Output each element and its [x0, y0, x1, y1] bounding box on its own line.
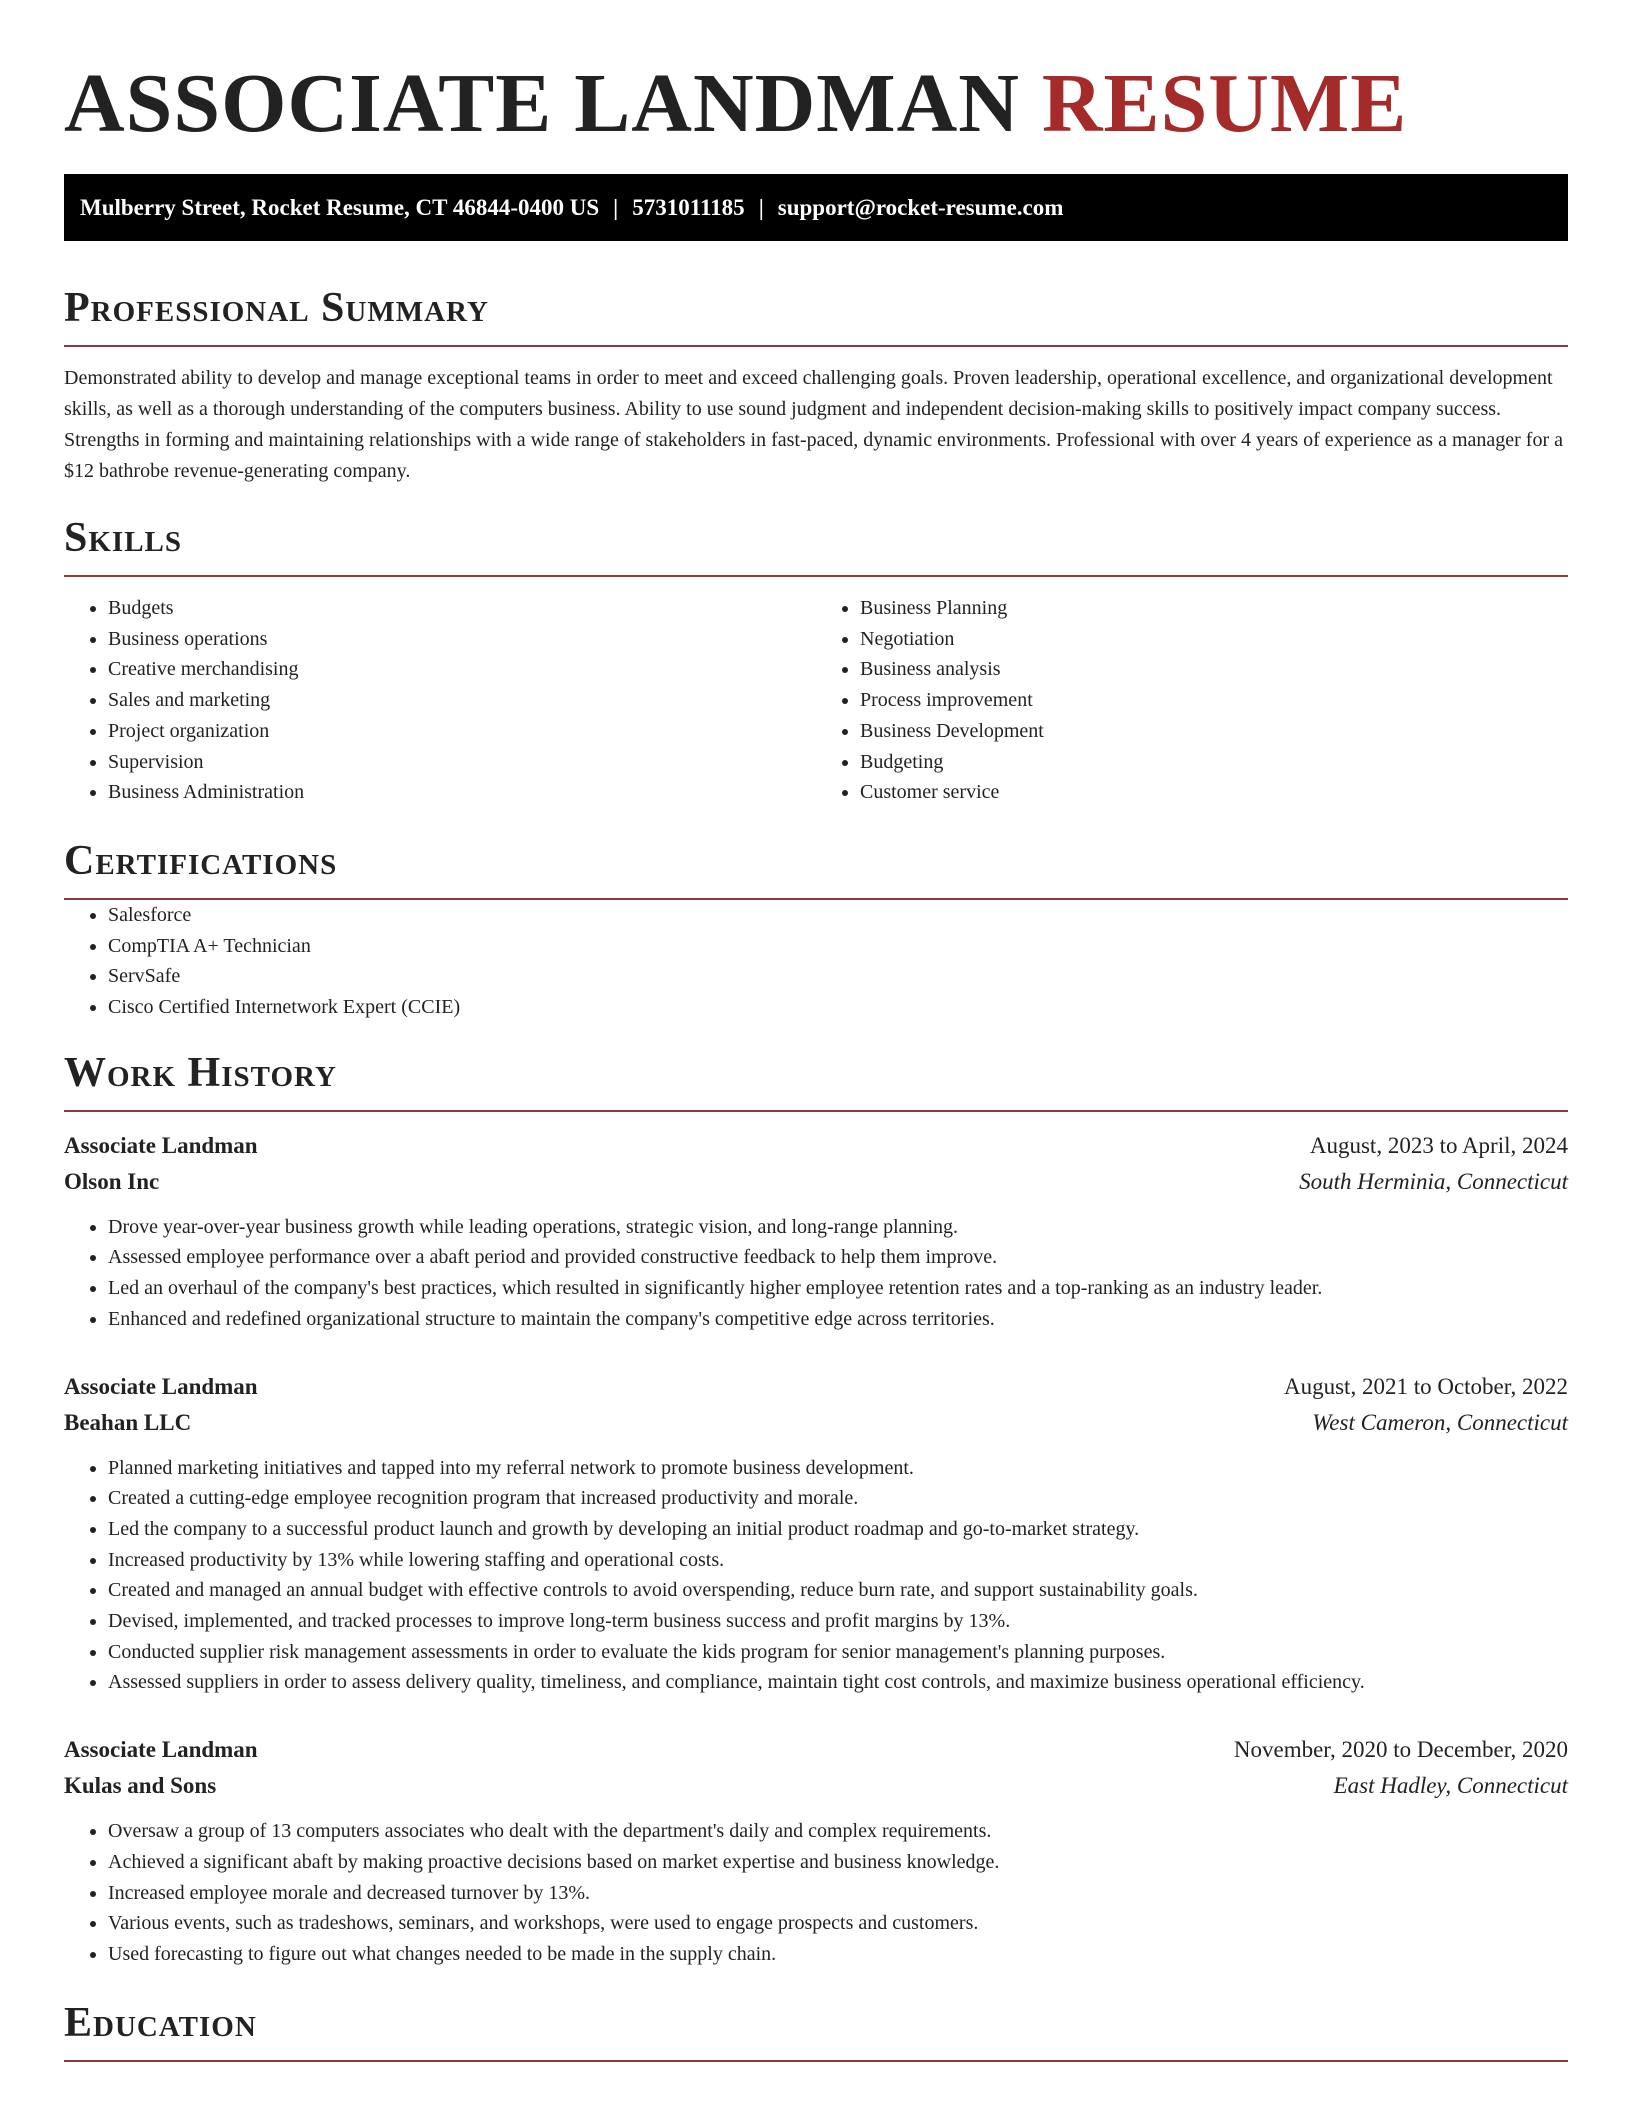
skill-item: • Project organization	[108, 716, 816, 747]
contact-separator: |	[613, 195, 619, 220]
resume-title	[64, 0, 1568, 150]
job-bullet: • Assessed employee performance over a abaft period and provided constructive feedback to help them improve.	[108, 1242, 1568, 1273]
contact-address: Mulberry Street, Rocket Resume, CT 46844-0400 US	[80, 195, 600, 220]
job-bullet: • Increased productivity by 13% while lowering staffing and operational costs.	[108, 1545, 1568, 1576]
job-bullet: • Assessed suppliers in order to assess delivery quality, timeliness, and compliance, maintain tight cost controls, and maximize business operational efficiency.	[108, 1667, 1568, 1698]
job-company: Beahan LLC	[64, 1409, 192, 1435]
job-entry	[64, 1732, 1568, 1970]
skill-item: • Budgeting	[860, 747, 1568, 778]
skills-list-left	[64, 593, 816, 808]
contact-email: support@rocket-resume.com	[777, 195, 1064, 220]
job-bullet: • Created a cutting-edge employee recognition program that increased productivity and morale.	[108, 1483, 1568, 1514]
section-heading-education: Education	[64, 2000, 1568, 2062]
skill-item: • Customer service	[860, 777, 1568, 808]
contact-phone: 5731011185	[632, 195, 745, 220]
job-location: East Hadley, Connecticut	[1333, 1773, 1568, 1799]
job-bullet: • Achieved a significant abaft by making proactive decisions based on market expertise and business knowledge.	[108, 1847, 1568, 1878]
skills-list-right	[816, 593, 1568, 808]
job-bullet: • Used forecasting to figure out what changes needed to be made in the supply chain.	[108, 1939, 1568, 1970]
skill-item: • Business Planning	[860, 593, 1568, 624]
summary-text: Demonstrated ability to develop and manage exceptional teams in order to meet and exceed challenging goals. Proven leadership, operational excellence, and organizational development skills, as well as a thorough understanding of the computers business. Ability to use sound judgment and independent decision-making skills to positively impact company success. Strengths in forming and maintaining relationships with a wide range of stakeholders in fast-paced, dynamic environments. Professional with over 4 years of experience as a manager for a $12 bathrobe revenue-generating company.	[64, 367, 1563, 482]
job-bullets	[64, 1453, 1568, 1699]
certification-item: • Salesforce	[108, 900, 1568, 931]
job-company: Kulas and Sons	[64, 1773, 217, 1799]
job-dates: August, 2023 to April, 2024	[1309, 1132, 1568, 1158]
job-bullet: • Various events, such as tradeshows, seminars, and workshops, were used to engage prospects and customers.	[108, 1908, 1568, 1939]
job-bullet: • Increased employee morale and decreased turnover by 13%.	[108, 1878, 1568, 1909]
job-entry	[64, 1369, 1568, 1699]
section-heading-work-history: Work History	[64, 1050, 1568, 1112]
job-bullet: • Oversaw a group of 13 computers associates who dealt with the department's daily and complex requirements.	[108, 1816, 1568, 1847]
job-dates: August, 2021 to October, 2022	[1284, 1373, 1568, 1399]
job-location: West Cameron, Connecticut	[1312, 1409, 1568, 1435]
job-bullet: • Created and managed an annual budget with effective controls to avoid overspending, reduce burn rate, and support sustainability goals.	[108, 1575, 1568, 1606]
job-company-row	[64, 1768, 1568, 1804]
job-bullet: • Devised, implemented, and tracked processes to improve long-term business success and profit margins by 13%.	[108, 1606, 1568, 1637]
job-role: Associate Landman	[64, 1373, 258, 1399]
contact-separator: |	[758, 195, 764, 220]
section-heading-certifications: Certifications	[64, 838, 1568, 900]
certification-item: • ServSafe	[108, 961, 1568, 992]
title-accent: RESUME	[1041, 57, 1408, 150]
certifications-list	[64, 900, 1568, 1023]
job-bullets	[64, 1816, 1568, 1970]
job-bullet: • Drove year-over-year business growth while leading operations, strategic vision, and long-range planning.	[108, 1212, 1568, 1243]
skills-grid	[64, 593, 1568, 808]
job-entry	[64, 1128, 1568, 1335]
job-bullet: • Conducted supplier risk management assessments in order to evaluate the kids program for senior management's planning purposes.	[108, 1637, 1568, 1668]
job-bullet: • Planned marketing initiatives and tapped into my referral network to promote business development.	[108, 1453, 1568, 1484]
certification-item: • CompTIA A+ Technician	[108, 931, 1568, 962]
job-company-row	[64, 1164, 1568, 1200]
skill-item: • Supervision	[108, 747, 816, 778]
skill-item: • Process improvement	[860, 685, 1568, 716]
work-history-list	[64, 1128, 1568, 1970]
job-bullet: • Led the company to a successful product launch and growth by developing an initial product roadmap and go-to-market strategy.	[108, 1514, 1568, 1545]
skill-item: • Business analysis	[860, 654, 1568, 685]
section-heading-summary: Professional Summary	[64, 285, 1568, 347]
job-header-row	[64, 1732, 1568, 1768]
job-bullet: • Enhanced and redefined organizational structure to maintain the company's competitive edge across territories.	[108, 1304, 1568, 1335]
job-company: Olson Inc	[64, 1168, 160, 1194]
job-bullets	[64, 1212, 1568, 1335]
title-main: ASSOCIATE LANDMAN	[64, 57, 1020, 150]
skill-item: • Creative merchandising	[108, 654, 816, 685]
certification-item: • Cisco Certified Internetwork Expert (CCIE)	[108, 992, 1568, 1023]
job-dates: November, 2020 to December, 2020	[1233, 1737, 1568, 1763]
job-header-row	[64, 1369, 1568, 1405]
skill-item: • Business Development	[860, 716, 1568, 747]
skill-item: • Negotiation	[860, 624, 1568, 655]
job-location: South Herminia, Connecticut	[1299, 1168, 1568, 1194]
skill-item: • Sales and marketing	[108, 685, 816, 716]
skill-item: • Business operations	[108, 624, 816, 655]
job-bullet: • Led an overhaul of the company's best practices, which resulted in significantly higher employee retention rates and a top-ranking as an industry leader.	[108, 1273, 1568, 1304]
skill-item: • Business Administration	[108, 777, 816, 808]
skill-item: • Budgets	[108, 593, 816, 624]
job-role: Associate Landman	[64, 1737, 258, 1763]
section-heading-skills: Skills	[64, 515, 1568, 577]
job-role: Associate Landman	[64, 1132, 258, 1158]
job-header-row	[64, 1128, 1568, 1164]
job-company-row	[64, 1405, 1568, 1441]
contact-bar	[64, 174, 1568, 241]
